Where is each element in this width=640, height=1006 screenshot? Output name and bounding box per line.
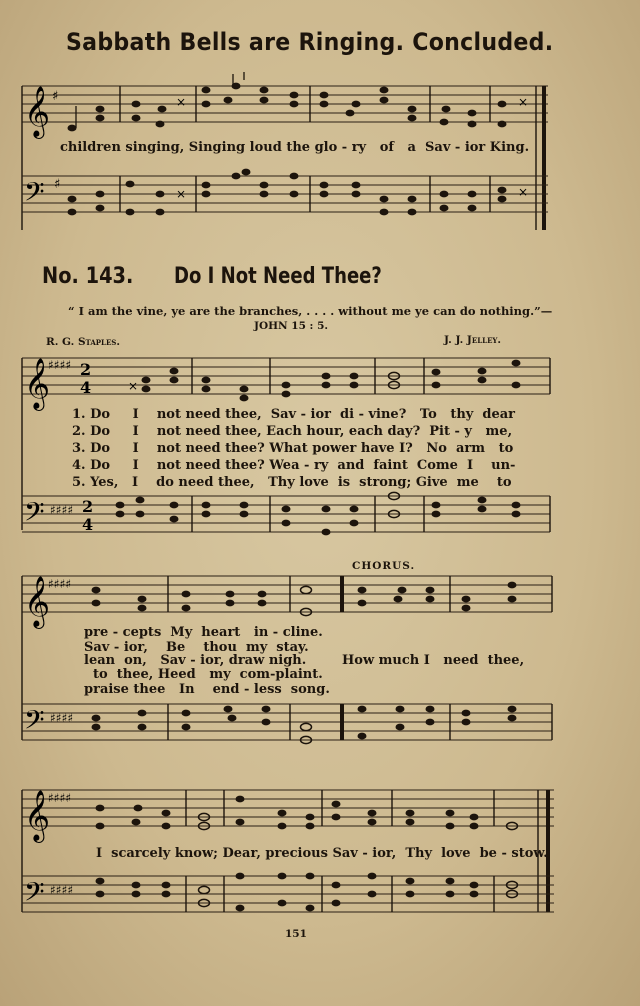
verse-line-3: 3. Do I not need thee? What power have I? No arm to — [72, 441, 514, 456]
svg-text:♯: ♯ — [52, 89, 59, 104]
system2-line-3: lean on, Sav - ior, draw nigh. — [84, 653, 307, 668]
svg-text:♯♯♯♯: ♯♯♯♯ — [50, 711, 74, 725]
svg-text:♯♯♯♯: ♯♯♯♯ — [48, 577, 72, 591]
composer-credit: J. J. Jelley. — [444, 334, 502, 346]
system2-line-5: praise thee In end - less song. — [84, 682, 330, 697]
svg-text:♯: ♯ — [54, 177, 61, 192]
verse-line-5: 5. Yes, I do need thee, Thy love is strong; Give me to — [72, 475, 512, 490]
svg-text:×: × — [176, 95, 187, 109]
bass-staff-2 — [22, 704, 552, 742]
svg-text:×: × — [128, 379, 139, 393]
time-sig-bottom: 4 — [80, 378, 92, 397]
verse-line-2: 2. Do I not need thee, Each hour, each day? Pit - y me, — [72, 424, 513, 439]
svg-text:𝄢: 𝄢 — [24, 176, 45, 214]
svg-text:×: × — [176, 187, 187, 201]
chorus-label: CHORUS. — [352, 560, 416, 572]
hymn-number: No. 143. — [42, 264, 134, 289]
svg-text:×: × — [518, 185, 529, 199]
time-sig-top: 2 — [80, 360, 92, 379]
bass-time-sig-bottom: 4 — [82, 515, 94, 534]
hymn-title: Do I Not Need Thee? — [174, 264, 382, 289]
notes-2-bass — [92, 706, 517, 744]
svg-text:𝄞: 𝄞 — [24, 358, 51, 409]
svg-text:♯♯♯♯: ♯♯♯♯ — [50, 883, 74, 897]
notes-3-treble — [96, 796, 518, 830]
svg-text:𝄢: 𝄢 — [24, 876, 45, 914]
author-credit: R. G. Staples. — [46, 336, 121, 348]
chorus-line-1: How much I need thee, — [342, 653, 525, 668]
section-title: Sabbath Bells are Ringing. Concluded. — [66, 28, 554, 56]
bass-staff-1 — [22, 496, 550, 534]
svg-text:𝄢: 𝄢 — [24, 704, 45, 742]
notes-1-treble — [128, 360, 521, 402]
svg-text:𝄞: 𝄞 — [24, 576, 51, 627]
page-number: 151 — [285, 928, 307, 940]
notes-2-treble — [92, 582, 517, 616]
notes-3-bass — [96, 873, 518, 912]
chorus-line-2: I scarcely know; Dear, precious Sav - ior, Thy love be - stow. — [96, 846, 548, 861]
verse-line-1: 1. Do I not need thee, Sav - ior di - vine? To thy dear — [72, 407, 516, 422]
svg-text:♯♯♯♯: ♯♯♯♯ — [50, 503, 74, 517]
svg-text:♯♯♯♯: ♯♯♯♯ — [48, 791, 72, 805]
svg-text:♯♯♯♯: ♯♯♯♯ — [48, 358, 72, 372]
system2-line-4: to thee, Heed my com-plaint. — [84, 667, 323, 682]
lyric-concluded: children singing, Singing loud the glo - ry of a Sav - ior King. — [60, 140, 530, 155]
bass-time-sig-top: 2 — [82, 497, 94, 516]
epigraph: “ I am the vine, ye are the branches, . . . . without me ye can do nothing.”— — [68, 304, 553, 318]
svg-text:𝄞: 𝄞 — [24, 86, 51, 137]
scripture-reference: JOHN 15 : 5. — [254, 320, 329, 332]
system2-line-1: pre - cepts My heart in - cline. — [84, 625, 323, 640]
system2-line-2: Sav - ior, Be thou my stay. — [84, 640, 309, 655]
svg-text:𝄞: 𝄞 — [24, 790, 51, 841]
svg-text:𝄢: 𝄢 — [24, 496, 45, 534]
verse-line-4: 4. Do I not need thee? Wea - ry and faint Come I un- — [72, 458, 516, 473]
svg-text:×: × — [518, 95, 529, 109]
